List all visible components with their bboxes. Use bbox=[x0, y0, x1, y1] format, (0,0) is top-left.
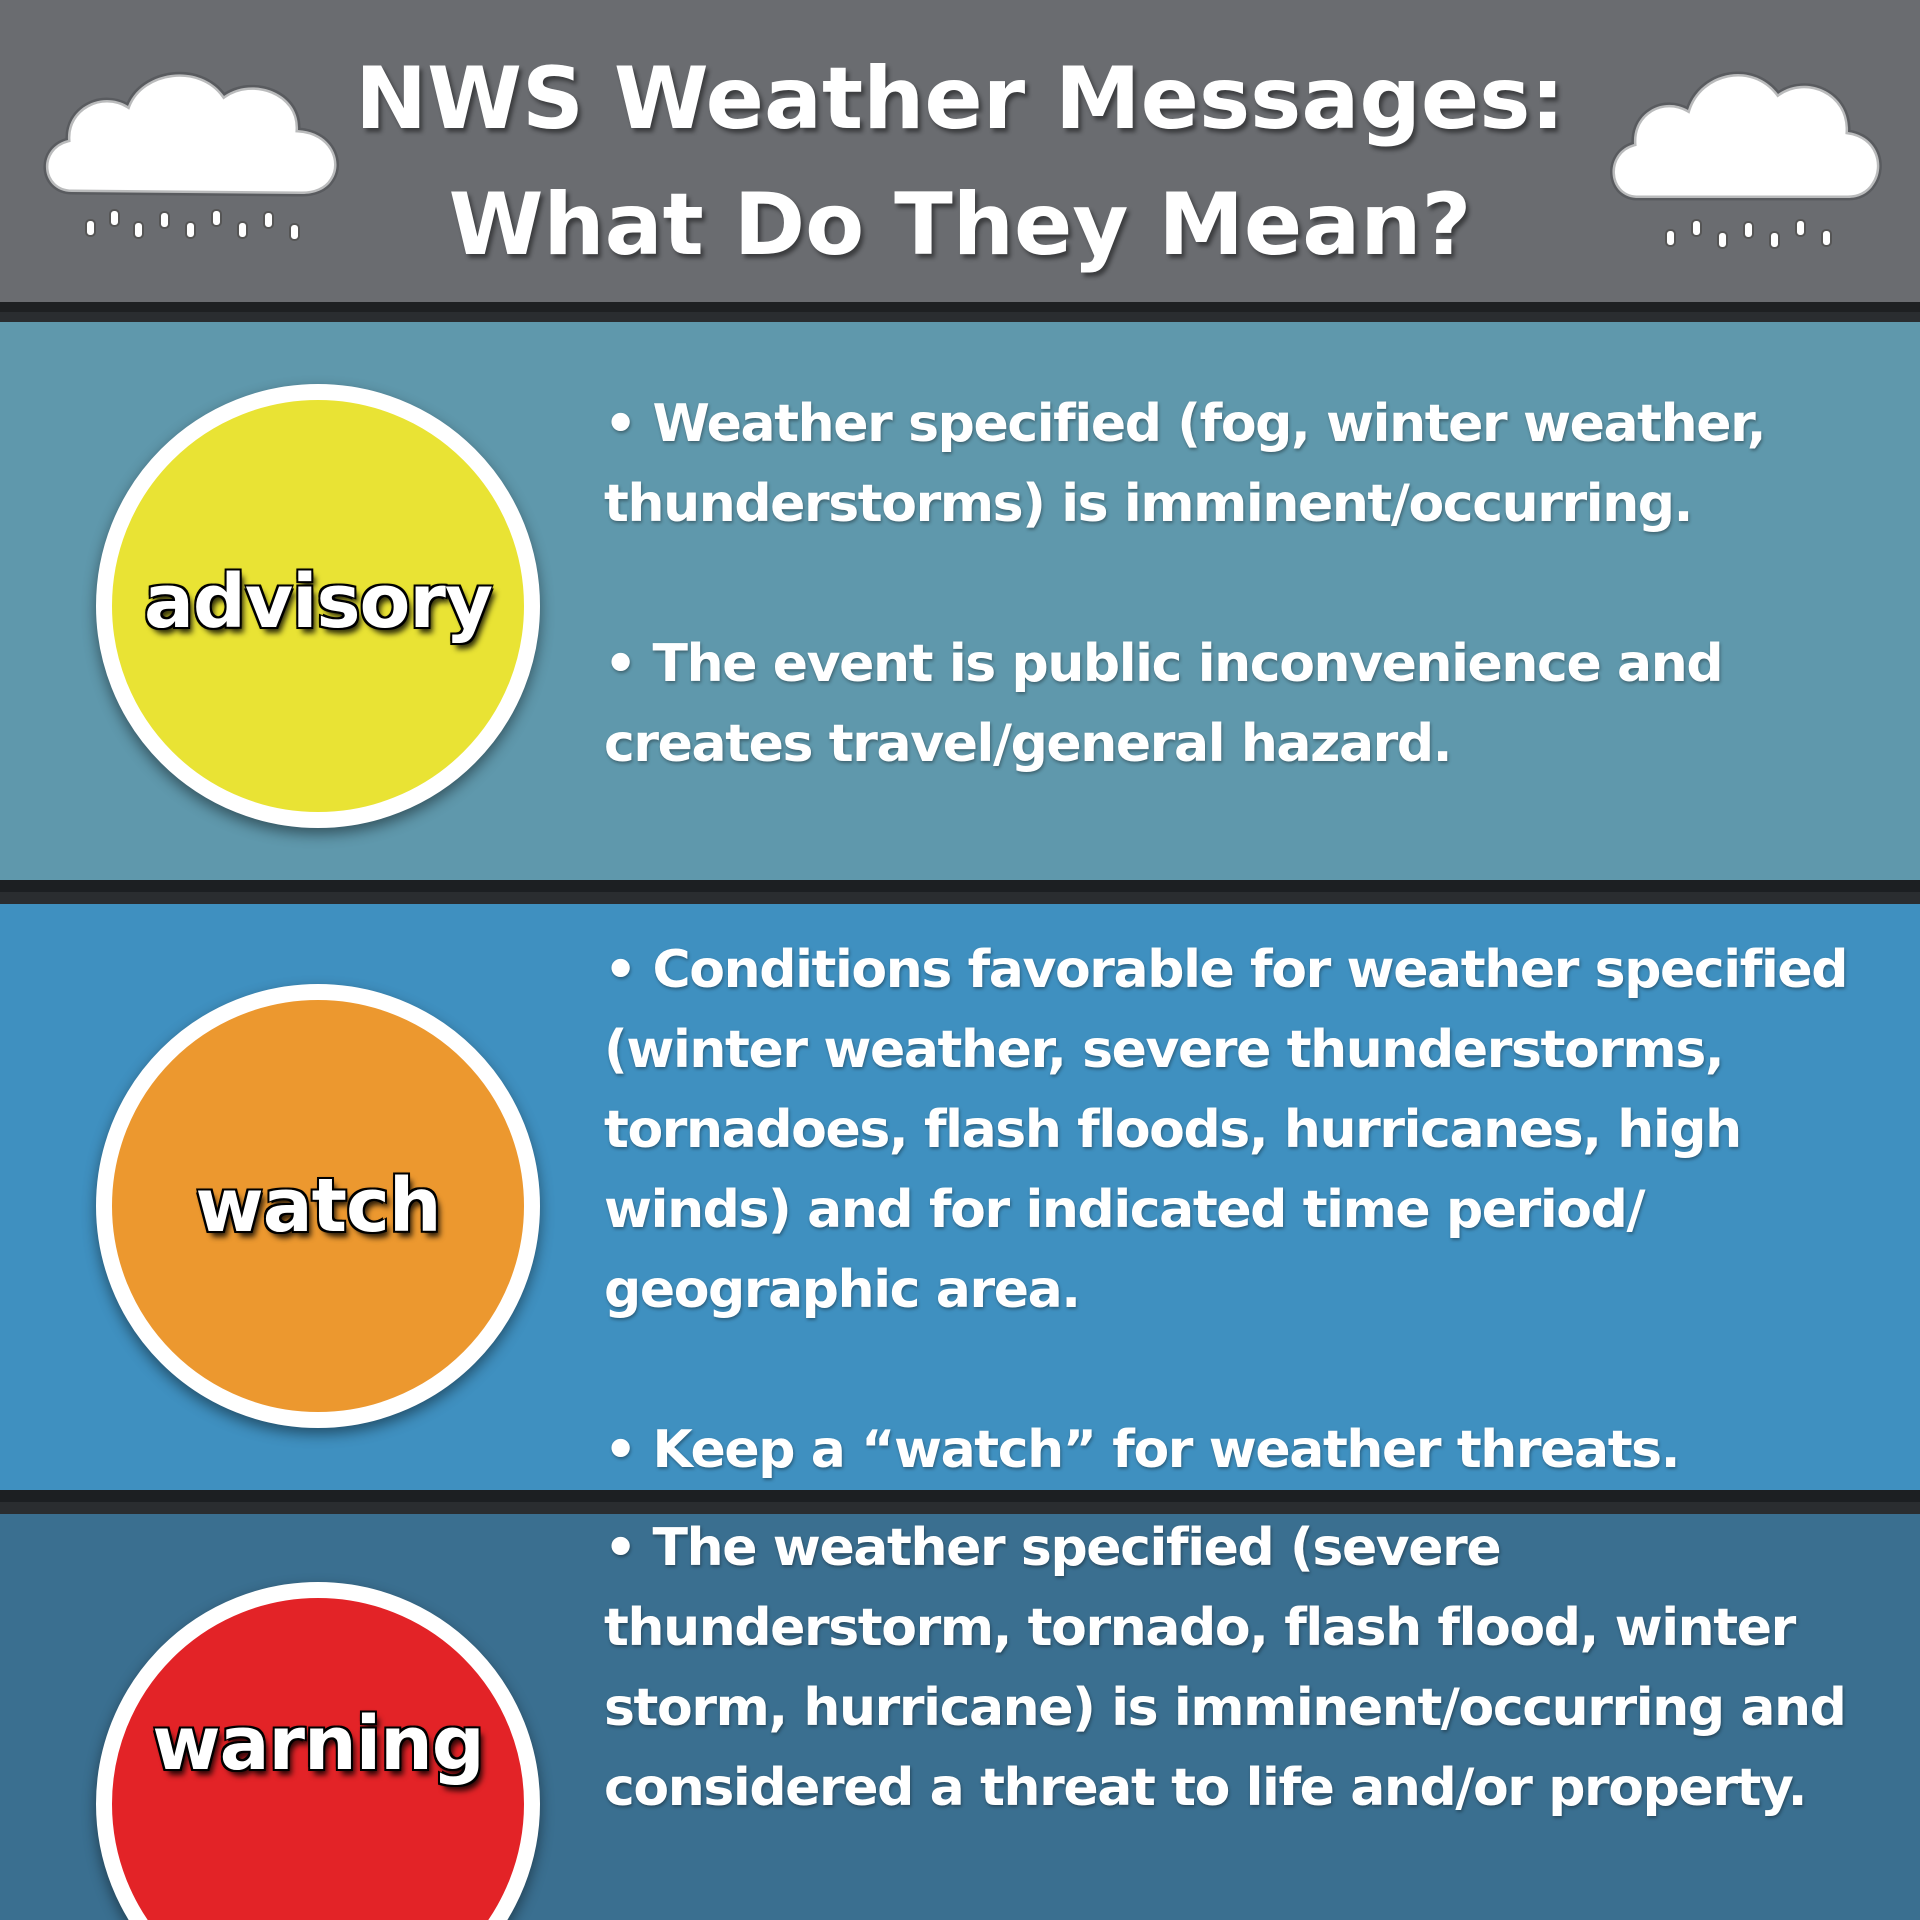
advisory-bullet-1: • Weather specified (fog, winter weather, thunderstorms) is imminent/occurring. bbox=[604, 394, 1766, 534]
watch-badge bbox=[96, 984, 540, 1428]
header-banner bbox=[0, 0, 1920, 312]
watch-label: watch bbox=[195, 1163, 441, 1249]
warning-badge bbox=[96, 1582, 540, 1920]
warning-description bbox=[604, 1508, 1894, 1828]
title-line-2: What Do They Mean? bbox=[448, 175, 1472, 275]
watch-bullet-1: • Conditions favorable for weather specified (winter weather, severe thunderstorms, tornadoes, flash floods, hurricanes, high winds) and for indicated time period/ geographic area. bbox=[604, 940, 1848, 1320]
warning-label: warning bbox=[152, 1701, 484, 1787]
watch-section bbox=[0, 904, 1920, 1502]
warning-section bbox=[0, 1514, 1920, 1920]
advisory-bullet-2: • The event is public inconvenience and creates travel/general hazard. bbox=[604, 634, 1723, 774]
watch-description bbox=[604, 930, 1894, 1490]
rain-cloud-icon bbox=[32, 52, 352, 262]
rain-cloud-icon bbox=[1602, 48, 1882, 270]
advisory-label: advisory bbox=[143, 559, 493, 645]
watch-bullet-2: • Keep a “watch” for weather threats. bbox=[604, 1420, 1680, 1480]
warning-bullet-1: • The weather specified (severe thunderstorm, tornado, flash flood, winter storm, hurricane) is imminent/occurring and considered a threat to life and/or property. bbox=[604, 1518, 1846, 1818]
advisory-description bbox=[604, 384, 1894, 784]
page-title bbox=[330, 36, 1590, 288]
advisory-badge bbox=[96, 384, 540, 828]
advisory-section bbox=[0, 322, 1920, 892]
title-line-1: NWS Weather Messages: bbox=[355, 49, 1565, 149]
